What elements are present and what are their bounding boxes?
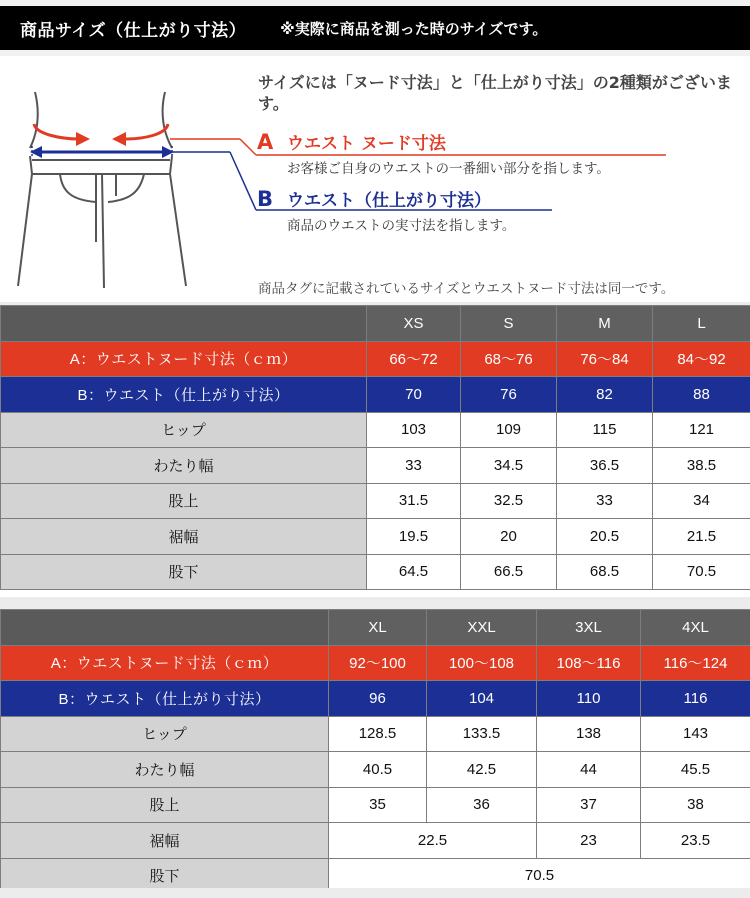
row-label: ヒップ [1,412,367,448]
header-note: ※実際に商品を測った時のサイズです。 [280,19,548,38]
intro-text: サイズには「ヌード寸法」と「仕上がり寸法」の2種類がございます。 [258,73,732,113]
size-table-1 [0,305,750,590]
table-cell: 121 [653,412,750,448]
table-cell: 37 [537,787,641,823]
table-cell: 33 [557,483,653,519]
table-row-hem [1,519,750,555]
table-cell: 36.5 [557,448,653,484]
label-b [257,186,491,211]
table-cell: 23 [537,823,641,859]
row-label: 裾幅 [1,519,367,555]
table-cell: 76〜84 [557,341,653,377]
table-cell: 109 [461,412,557,448]
table-row-finished-waist [1,681,750,717]
table-cell: 70 [367,377,461,413]
table-cell: 35 [329,787,427,823]
page-title: 商品サイズ（仕上がり寸法） [20,20,247,41]
row-label: 股下 [1,554,367,590]
row-label: ヒップ [1,716,329,752]
table-cell: 103 [367,412,461,448]
table-row-thigh [1,448,750,484]
table-cell: 143 [641,716,750,752]
table-cell: 116〜124 [641,645,750,681]
row-label: 股下 [1,858,329,894]
table-cell: 66〜72 [367,341,461,377]
table-row-hem [1,823,750,859]
row-label: わたり幅 [1,752,329,788]
table-cell: 38 [641,787,750,823]
table-cell: 44 [537,752,641,788]
divider [0,888,750,898]
pants-outline-icon [18,92,186,288]
table-cell: 20 [461,519,557,555]
table-cell: 22.5 [329,823,537,859]
header-blank [1,306,367,342]
label-b-letter: B [257,187,274,211]
table-cell: 21.5 [653,519,750,555]
table-cell: 45.5 [641,752,750,788]
size-header: L [653,306,750,342]
table-row-nude-waist [1,645,750,681]
row-label: 股上 [1,787,329,823]
label-b-description: 商品のウエストの実寸法を指します。 [287,218,516,234]
table-cell: 68.5 [557,554,653,590]
table-cell: 128.5 [329,716,427,752]
row-label: 股上 [1,483,367,519]
table-cell: 92〜100 [329,645,427,681]
label-a-text: ウエスト ヌード寸法 [287,134,446,154]
table-row-rise [1,483,750,519]
table-cell: 104 [427,681,537,717]
table-cell: 82 [557,377,653,413]
table-cell: 36 [427,787,537,823]
table-cell: 19.5 [367,519,461,555]
header [0,0,750,56]
table-cell: 34 [653,483,750,519]
label-b-text: ウエスト（仕上がり寸法） [287,191,491,211]
table-cell: 110 [537,681,641,717]
table-row-nude-waist [1,341,750,377]
row-label: A：ウエストヌード寸法（ｃｍ） [1,341,367,377]
label-a-description: お客様ご自身のウエストの一番細い部分を指します。 [287,161,610,177]
table-row-rise [1,787,750,823]
table-cell: 70.5 [329,858,750,894]
table-cell: 38.5 [653,448,750,484]
label-a [257,129,446,154]
size-header: 3XL [537,610,641,646]
divider [0,597,750,609]
table-cell: 88 [653,377,750,413]
table-row-inseam [1,554,750,590]
label-a-letter: A [257,130,274,154]
row-label: 裾幅 [1,823,329,859]
header-blank [1,610,329,646]
table-cell: 42.5 [427,752,537,788]
table-cell: 33 [367,448,461,484]
table-cell: 133.5 [427,716,537,752]
table-cell: 34.5 [461,448,557,484]
table-cell: 31.5 [367,483,461,519]
table-cell: 84〜92 [653,341,750,377]
table-cell: 76 [461,377,557,413]
table-cell: 66.5 [461,554,557,590]
size-header: M [557,306,653,342]
table-header-row [1,306,750,342]
row-label: わたり幅 [1,448,367,484]
size-table-2 [0,609,750,894]
tag-note: 商品タグに記載されているサイズとウエストヌード寸法は同一です。 [258,281,675,297]
table-cell: 20.5 [557,519,653,555]
size-header: S [461,306,557,342]
table-row-hip [1,716,750,752]
table-cell: 115 [557,412,653,448]
table-cell: 138 [537,716,641,752]
row-label: B：ウエスト（仕上がり寸法） [1,377,367,413]
row-label: A：ウエストヌード寸法（ｃｍ） [1,645,329,681]
table-cell: 23.5 [641,823,750,859]
table-cell: 70.5 [653,554,750,590]
waist-diagram [0,62,750,302]
table-header-row [1,610,750,646]
row-label: B：ウエスト（仕上がり寸法） [1,681,329,717]
table-row-finished-waist [1,377,750,413]
size-header: XXL [427,610,537,646]
table-cell: 32.5 [461,483,557,519]
table-cell: 64.5 [367,554,461,590]
table-cell: 40.5 [329,752,427,788]
size-header: XL [329,610,427,646]
table-cell: 100〜108 [427,645,537,681]
size-header: 4XL [641,610,750,646]
table-cell: 116 [641,681,750,717]
size-header: XS [367,306,461,342]
table-row-hip [1,412,750,448]
table-cell: 68〜76 [461,341,557,377]
table-row-thigh [1,752,750,788]
header-bar [0,6,750,50]
table-cell: 96 [329,681,427,717]
table-cell: 108〜116 [537,645,641,681]
